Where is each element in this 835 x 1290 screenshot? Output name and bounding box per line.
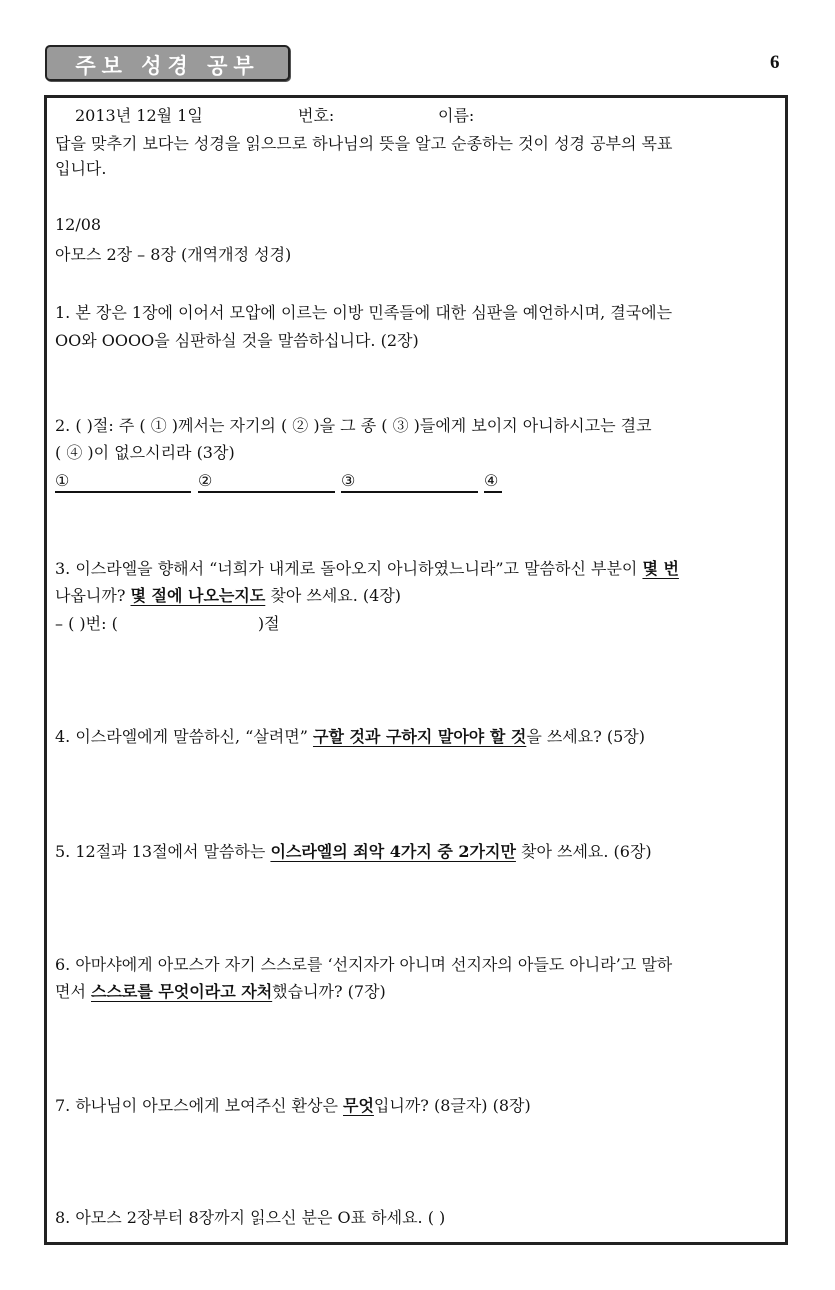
question-7 <box>55 1094 531 1118</box>
question-8: 8. 아모스 2장부터 8장까지 읽으신 분은 O표 하세요. ( ) <box>55 1208 446 1227</box>
q3-text-a: 3. 이스라엘을 향해서 “너희가 내게로 돌아오지 아니하였느니라”고 말씀하신 부분이 <box>55 559 643 578</box>
page-number: 6 <box>770 52 780 73</box>
question-4 <box>55 725 645 749</box>
intro-line-2: 입니다. <box>55 159 107 178</box>
q6-emphasis: 스스로를 무엇이라고 자처 <box>91 982 273 1001</box>
q7-text-c: 입니까? (8글자) (8장) <box>373 1096 531 1115</box>
answer-blank-2[interactable] <box>198 469 335 493</box>
section-date: 12/08 <box>55 215 102 234</box>
q3-answer-verse: )절 <box>257 614 280 633</box>
blank-2-label: ② <box>198 471 213 490</box>
q5-text-a: 5. 12절과 13절에서 말씀하는 <box>55 842 271 861</box>
answer-blank-4[interactable] <box>484 469 502 493</box>
answer-blank-3[interactable] <box>341 469 478 493</box>
question-3-line-1 <box>55 557 679 581</box>
q5-emphasis: 이스라엘의 죄악 4가지 중 2가지만 <box>270 842 516 861</box>
question-1-line-2: OO와 OOOO을 심판하실 것을 말씀하십니다. (2장) <box>55 331 419 350</box>
question-3-line-2 <box>55 584 401 608</box>
q3-emphasis-verses: 몇 절에 나오는지도 <box>130 586 266 605</box>
title-banner <box>45 45 290 81</box>
answer-blank-1[interactable] <box>55 469 191 493</box>
number-label: 번호: <box>298 106 335 125</box>
intro-line-1: 답을 맞추기 보다는 성경을 읽으므로 하나님의 뜻을 알고 순종하는 것이 성경 공부의 목표 <box>55 134 673 153</box>
date-label: 2013년 12월 1일 <box>75 106 203 125</box>
blank-3-label: ③ <box>341 471 356 490</box>
blank-1-label: ① <box>55 471 70 490</box>
name-label: 이름: <box>438 106 475 125</box>
q4-emphasis: 구할 것과 구하지 말아야 할 것 <box>312 727 527 746</box>
question-6-line-2 <box>55 980 386 1004</box>
q6-text-c: 했습니까? (7장) <box>272 982 386 1001</box>
q7-text-a: 7. 하나님이 아모스에게 보여주신 환상은 <box>55 1096 343 1115</box>
q3-text-c: 찾아 쓰세요. (4장) <box>265 586 402 605</box>
question-2-line-1: 2. ( )절: 주 ( ① )께서는 자기의 ( ② )을 그 종 ( ③ )들에게 보이지 아니하시고는 결코 <box>55 416 652 435</box>
blank-4-label: ④ <box>484 471 499 490</box>
question-5 <box>55 840 652 864</box>
q3-text-b: 나옵니까? <box>55 586 131 605</box>
q4-text-a: 4. 이스라엘에게 말씀하신, “살려면” <box>55 727 313 746</box>
section-range: 아모스 2장 – 8장 (개역개정 성경) <box>55 245 292 264</box>
q5-text-c: 찾아 쓰세요. (6장) <box>515 842 652 861</box>
question-3-answer <box>55 612 280 636</box>
q3-emphasis-count: 몇 번 <box>642 559 679 578</box>
q4-text-c: 을 쓰세요? (5장) <box>526 727 646 746</box>
q7-emphasis: 무엇 <box>343 1096 374 1115</box>
question-1-line-1: 1. 본 장은 1장에 이어서 모압에 이르는 이방 민족들에 대한 심판을 예언하시며, 결국에는 <box>55 303 673 322</box>
q6-text-a: 면서 <box>55 982 91 1001</box>
question-2-line-2: ( ④ )이 없으시리라 (3장) <box>55 443 235 462</box>
q3-answer-count: – ( )번: ( <box>55 614 118 633</box>
page-title: 주보 성경 공부 <box>75 54 260 78</box>
content-frame <box>44 95 788 1245</box>
question-6-line-1: 6. 아마샤에게 아모스가 자기 스스로를 ‘선지자가 아니며 선지자의 아들도 아니라’고 말하 <box>55 955 673 974</box>
